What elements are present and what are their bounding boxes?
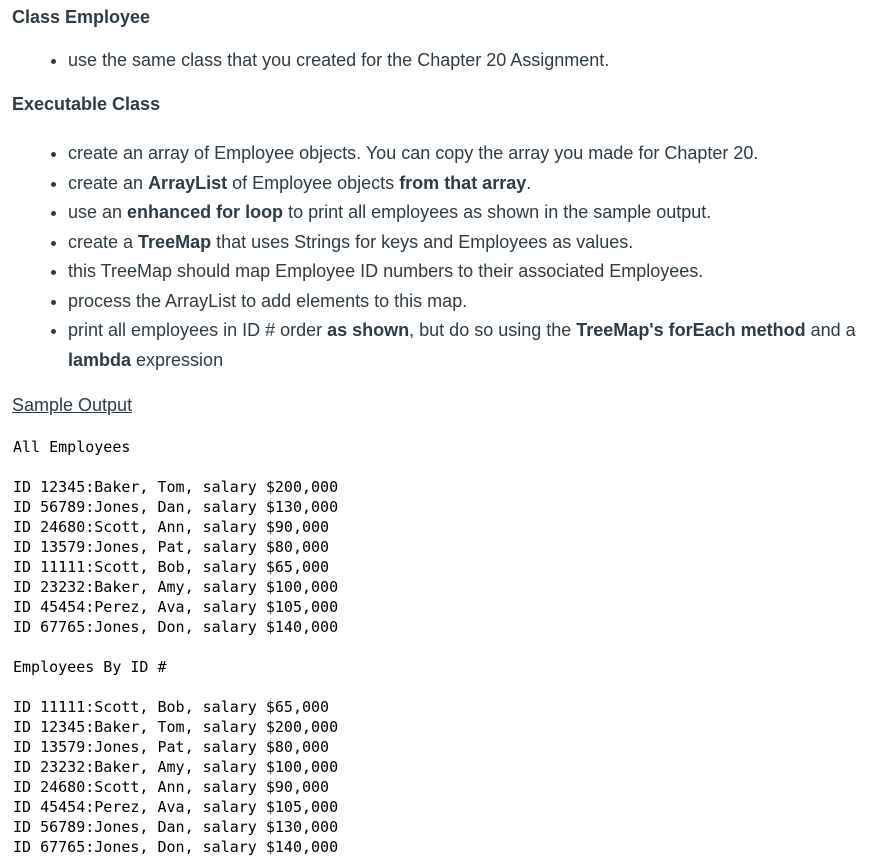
- output-line: ID 11111:Scott, Bob, salary $65,000: [13, 698, 330, 716]
- output-line: ID 24680:Scott, Ann, salary $90,000: [13, 518, 330, 536]
- bold-text: TreeMap's forEach method: [576, 320, 806, 340]
- all-employees-output: [13, 477, 338, 637]
- output-line: ID 45454:Perez, Ava, salary $105,000: [13, 798, 339, 816]
- output-line: ID 23232:Baker, Amy, salary $100,000: [13, 578, 339, 596]
- bold-text: as shown: [327, 320, 410, 340]
- all-employees-heading: All Employees: [13, 438, 131, 456]
- text-segment: that uses Strings for keys and Employees as values.: [211, 231, 634, 252]
- bullet-item: [68, 257, 878, 287]
- text-segment: process the ArrayList to add elements to this map.: [68, 290, 468, 311]
- bullet-item: [68, 139, 878, 169]
- bullet-item: [68, 169, 878, 199]
- bullet-item: [68, 287, 878, 317]
- output-line: ID 23232:Baker, Amy, salary $100,000: [13, 758, 339, 776]
- output-line: ID 45454:Perez, Ava, salary $105,000: [13, 598, 339, 616]
- text-segment: and a: [805, 320, 856, 340]
- bold-text: lambda: [68, 349, 132, 370]
- text-segment: to print all employees as shown in the sample output.: [283, 202, 712, 222]
- class-employee-heading: Class Employee: [12, 7, 151, 27]
- text-segment: , but do so using the: [409, 320, 577, 340]
- text-segment: this TreeMap should map Employee ID numbers to their associated Employees.: [68, 261, 704, 281]
- output-line: ID 12345:Baker, Tom, salary $200,000: [13, 718, 339, 736]
- text-segment: .: [526, 172, 532, 193]
- output-line: ID 56789:Jones, Dan, salary $130,000: [13, 498, 339, 516]
- text-segment: expression: [131, 349, 224, 370]
- output-line: ID 13579:Jones, Pat, salary $80,000: [13, 538, 330, 556]
- output-line: ID 24680:Scott, Ann, salary $90,000: [13, 778, 330, 796]
- text-segment: print all employees in ID # order: [68, 320, 328, 340]
- bold-text: from that array: [399, 172, 527, 193]
- sample-output-link[interactable]: Sample Output: [12, 395, 133, 415]
- bullet-item: [68, 228, 878, 258]
- output-line: ID 67765:Jones, Don, salary $140,000: [13, 838, 339, 856]
- bullet-item: [68, 198, 878, 228]
- bold-text: TreeMap: [138, 231, 212, 252]
- text-segment: create an array of Employee objects. You can copy the array you made for Chapter 20.: [68, 143, 759, 163]
- text-segment: create a: [68, 231, 139, 252]
- output-line: ID 67765:Jones, Don, salary $140,000: [13, 618, 339, 636]
- bold-text: enhanced for loop: [127, 202, 284, 222]
- employees-by-id-output: [13, 697, 338, 857]
- employees-by-id-heading: Employees By ID #: [13, 658, 167, 676]
- text-segment: of Employee objects: [227, 172, 400, 193]
- text-segment: use the same class that you created for the Chapter 20 Assignment.: [68, 50, 610, 70]
- bullet-item: [68, 46, 878, 76]
- output-line: ID 13579:Jones, Pat, salary $80,000: [13, 738, 330, 756]
- output-line: ID 12345:Baker, Tom, salary $200,000: [13, 478, 339, 496]
- bold-text: ArrayList: [148, 172, 228, 193]
- bullet-item: [68, 316, 878, 375]
- class-employee-list: [48, 46, 878, 76]
- output-line: ID 11111:Scott, Bob, salary $65,000: [13, 558, 330, 576]
- text-segment: use an: [68, 202, 128, 222]
- executable-class-heading: Executable Class: [12, 94, 161, 114]
- executable-class-list: [48, 139, 878, 375]
- text-segment: create an: [68, 172, 149, 193]
- output-line: ID 56789:Jones, Dan, salary $130,000: [13, 818, 339, 836]
